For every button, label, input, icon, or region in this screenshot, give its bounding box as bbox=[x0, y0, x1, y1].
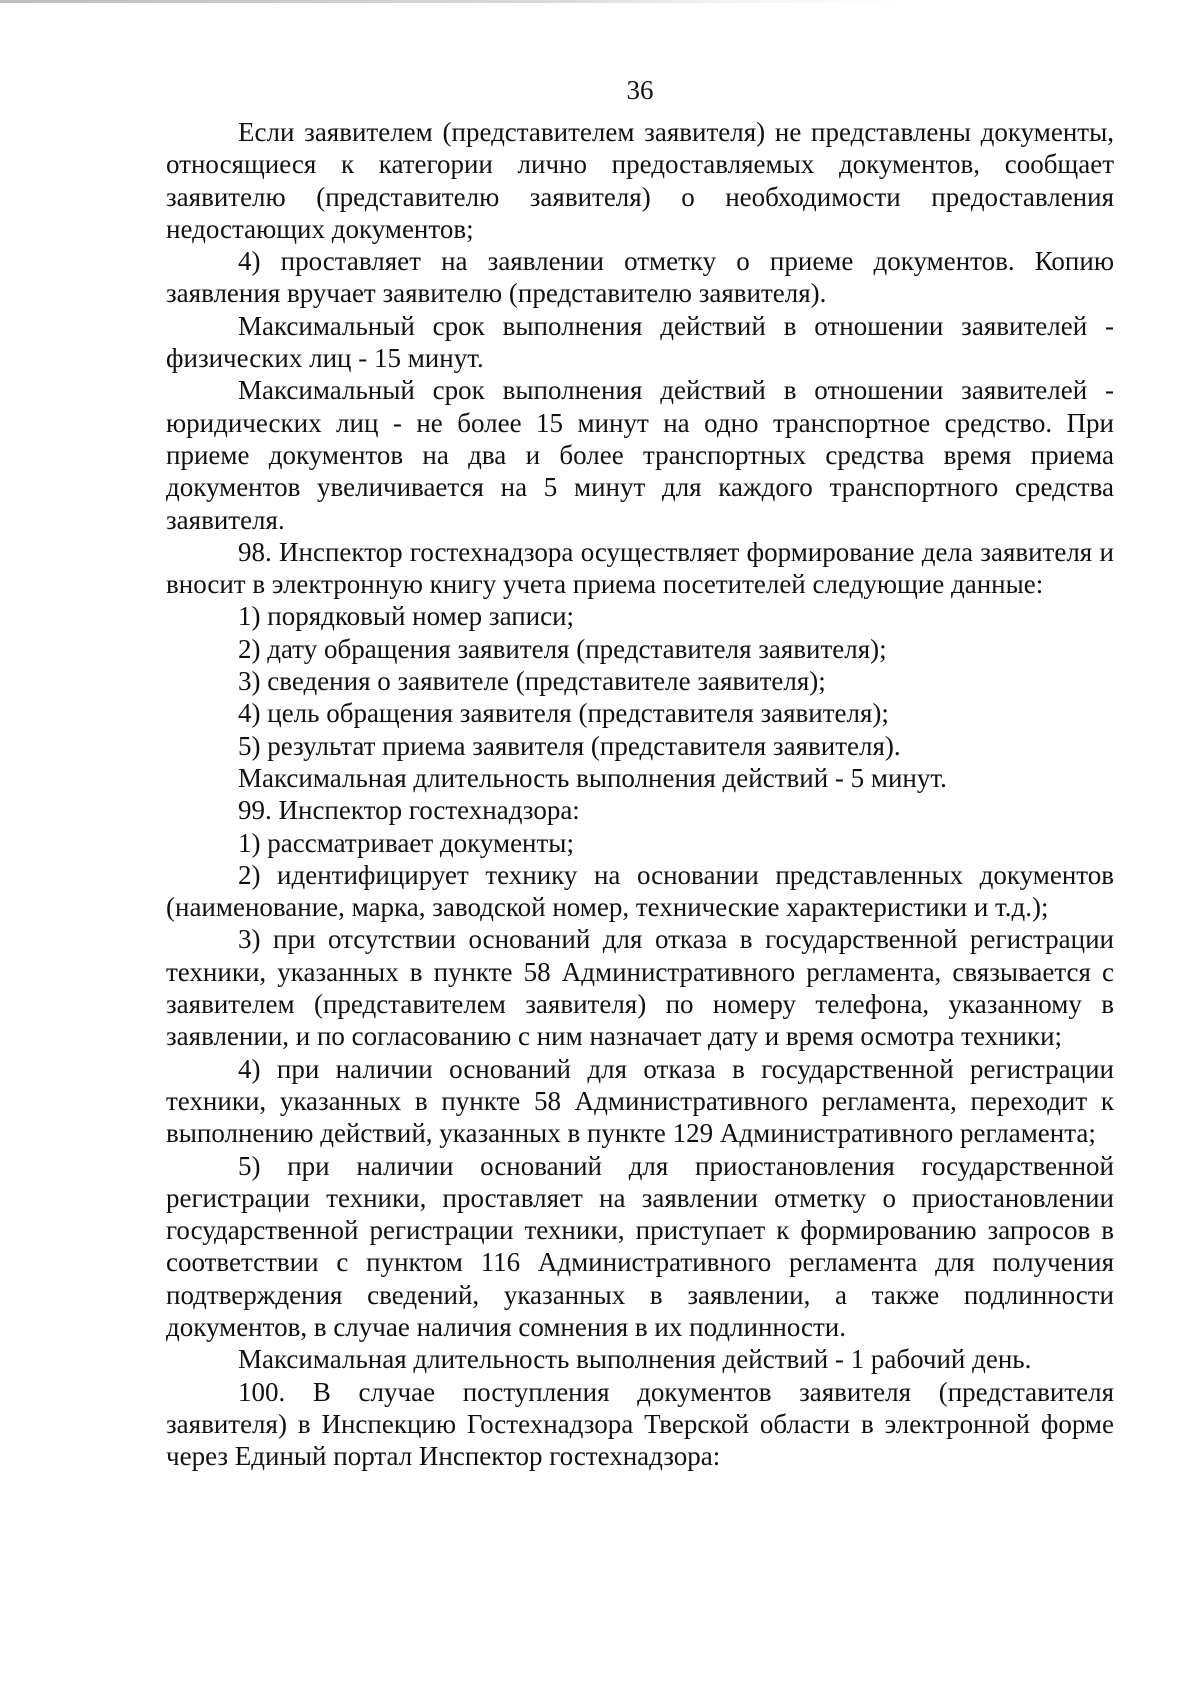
list-item: 4) цель обращения заявителя (представителя заявителя); bbox=[238, 698, 889, 729]
list-item: 1) порядковый номер записи; bbox=[238, 601, 575, 632]
paragraph: Максимальная длительность выполнения действий - 1 рабочий день. bbox=[238, 1344, 1032, 1375]
paragraph: Максимальная длительность выполнения действий - 5 минут. bbox=[238, 762, 947, 793]
paragraph: Максимальный срок выполнения действий в отношении заявителей - юридических лиц - не более 15 минут на одно транспортное средство. При приеме документов на два и более транспортных средства время приема документов увеличивается на 5 минут для каждого транспортного средства заявителя. bbox=[166, 375, 1114, 535]
paragraph: Если заявителем (представителем заявителя) не представлены документы, относящиеся к категории лично предоставляемых документов, сообщает заявителю (представителю заявителя) о необходимости предоставления недостающих документов; bbox=[166, 117, 1114, 244]
list-item: 3) при отсутствии оснований для отказа в государственной регистрации техники, указанных в пункте 58 Административного регламента, связывается с заявителем (представителем заявителя) по номеру телефона, указанному в заявлении, и по согласованию с ним назначает дату и время осмотра техники; bbox=[166, 924, 1114, 1052]
list-item: 4) при наличии оснований для отказа в государственной регистрации техники, указанных в пункте 58 Административного регламента, переходит к выполнению действий, указанных в пункте 129 Административного регламента; bbox=[166, 1053, 1114, 1149]
section-heading: 99. Инспектор гостехнадзора: bbox=[238, 795, 580, 826]
paragraph: 100. В случае поступления документов заявителя (представителя заявителя) в Инспекцию Гостехнадзора Тверской области в электронной форме через Единый портал Инспектор гостехнадзора: bbox=[166, 1376, 1114, 1472]
list-item: 2) идентифицирует технику на основании представленных документов (наименование, марка, заводской номер, технические характеристики и т.д.); bbox=[166, 859, 1114, 923]
list-item: 2) дату обращения заявителя (представителя заявителя); bbox=[238, 633, 887, 664]
page-number: 36 bbox=[626, 75, 654, 105]
list-item: 1) рассматривает документы; bbox=[238, 827, 574, 858]
paragraph: Максимальный срок выполнения действий в отношении заявителей - физических лиц - 15 минут. bbox=[166, 310, 1114, 374]
list-item: 5) при наличии оснований для приостановления государственной регистрации техники, проставляет на заявлении отметку о приостановлении государственной регистрации техники, приступает к формированию запросов в соответствии с пунктом 116 Административного регламента для получения подтверждения сведений, указанных в заявлении, а также подлинности документов, в случае наличия сомнения в их подлинности. bbox=[166, 1150, 1114, 1342]
list-item: 5) результат приема заявителя (представителя заявителя). bbox=[238, 730, 901, 761]
list-item: 3) сведения о заявителе (представителе заявителя); bbox=[238, 666, 826, 697]
paragraph: 98. Инспектор гостехнадзора осуществляет формирование дела заявителя и вносит в электронную книгу учета приема посетителей следующие данные: bbox=[166, 536, 1114, 600]
document-body bbox=[166, 116, 1114, 1472]
scan-top-edge bbox=[0, 0, 1200, 3]
paragraph: 4) проставляет на заявлении отметку о приеме документов. Копию заявления вручает заявителю (представителю заявителя). bbox=[166, 246, 1114, 309]
